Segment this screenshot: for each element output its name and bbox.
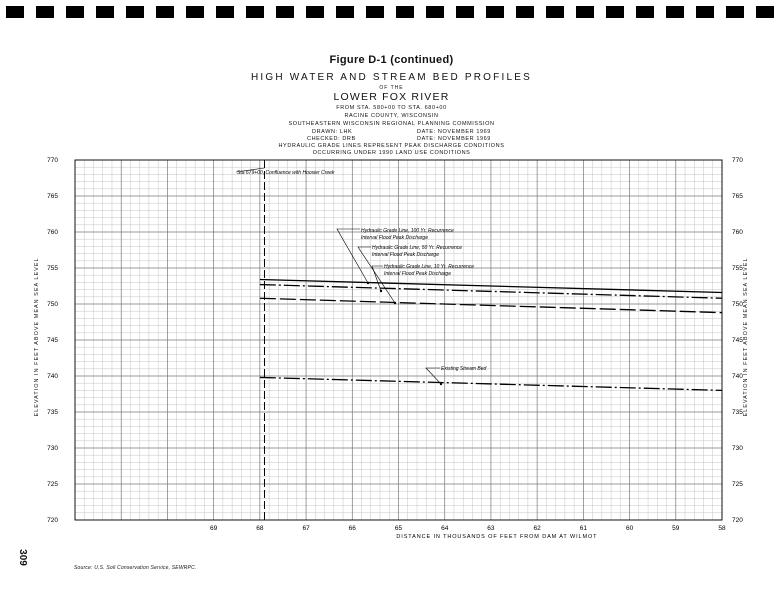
y-tick-label-left: 755 [47,265,58,272]
y-tick-label-right: 745 [732,337,743,344]
y-tick-label-right: 765 [732,193,743,200]
callout-arrowhead [367,282,369,284]
callout-label-line2: Interval Flood Peak Discharge [372,252,439,258]
y-tick-label-left: 725 [47,481,58,488]
y-tick-label-left: 720 [47,517,58,524]
callout-arrowhead [380,290,382,292]
y-tick-label-right: 725 [732,481,743,488]
callout-leader [372,266,383,291]
source-note: Source: U.S. Soil Conservation Service, SEWRPC. [74,565,197,571]
y-tick-label-left: 740 [47,373,58,380]
x-tick-label: 67 [302,525,310,532]
drawn-by: DRAWN: LHK [312,129,353,135]
x-axis-label: DISTANCE IN THOUSANDS OF FEET FROM DAM AT WILMOT [396,534,598,540]
y-tick-label-left: 765 [47,193,58,200]
x-tick-label: 64 [441,525,449,532]
callout-label: Existing Stream Bed [441,366,487,372]
callout-arrowhead [394,302,396,304]
station-range: FROM STA. 580+00 TO STA. 680+00 [336,105,447,111]
checked-date: DATE: NOVEMBER 1969 [417,136,491,142]
callout-arrowhead [440,383,442,385]
x-tick-label: 58 [718,525,726,532]
x-tick-label: 63 [487,525,495,532]
x-tick-label: 62 [533,525,541,532]
callout-label: Hydraulic Grade Line, 10 Yr. Recurrence [384,264,475,270]
y-tick-label-left: 745 [47,337,58,344]
y-tick-label-right: 750 [732,301,743,308]
x-tick-label: 69 [210,525,218,532]
river-name: LOWER FOX RIVER [333,91,450,103]
x-tick-label: 59 [672,525,680,532]
y-tick-label-left: 750 [47,301,58,308]
commission-name: SOUTHEASTERN WISCONSIN REGIONAL PLANNING COMMISSION [288,121,495,127]
x-tick-label: 61 [579,525,587,532]
y-tick-label-right: 735 [732,409,743,416]
y-tick-label-left: 735 [47,409,58,416]
y-tick-label-right: 730 [732,445,743,452]
county-name: RACINE COUNTY, WISCONSIN [344,113,439,119]
note-line-2: OCCURRING UNDER 1990 LAND USE CONDITIONS [312,150,471,156]
y-tick-label-right: 760 [732,229,743,236]
y-axis-label-left: ELEVATION IN FEET ABOVE MEAN SEA LEVEL [34,257,40,417]
note-line-1: HYDRAULIC GRADE LINES REPRESENT PEAK DISCHARGE CONDITIONS [278,143,505,149]
y-tick-label-left: 770 [47,157,58,164]
x-tick-label: 66 [348,525,356,532]
page-title: HIGH WATER AND STREAM BED PROFILES [251,72,532,83]
y-axis-label-right: ELEVATION IN FEET ABOVE MEAN SEA LEVEL [743,257,749,417]
title-of-the: OF THE [379,85,404,91]
callout-label-line2: Interval Flood Peak Discharge [384,271,451,277]
checked-by: CHECKED: DRB [307,136,356,142]
station-annotation: Sta 679+00, Confluence with Hoosier Creek [237,170,335,176]
y-tick-label-left: 760 [47,229,58,236]
y-tick-label-right: 755 [732,265,743,272]
callout-label-line2: Interval Flood Peak Discharge [361,235,428,241]
callout-label: Hydraulic Grade Line, 100 Yr. Recurrence [361,228,454,234]
y-tick-label-left: 730 [47,445,58,452]
page-number: 309 [16,549,28,566]
x-tick-label: 68 [256,525,264,532]
y-tick-label-right: 720 [732,517,743,524]
figure-label: Figure D-1 (continued) [329,54,454,66]
callout-label: Hydraulic Grade Line, 50 Yr. Recurrence [372,245,463,251]
y-tick-label-right: 770 [732,157,743,164]
x-tick-label: 60 [625,525,634,532]
drawn-date: DATE: NOVEMBER 1969 [417,129,491,135]
x-tick-label: 65 [394,525,403,532]
y-tick-label-right: 740 [732,373,743,380]
